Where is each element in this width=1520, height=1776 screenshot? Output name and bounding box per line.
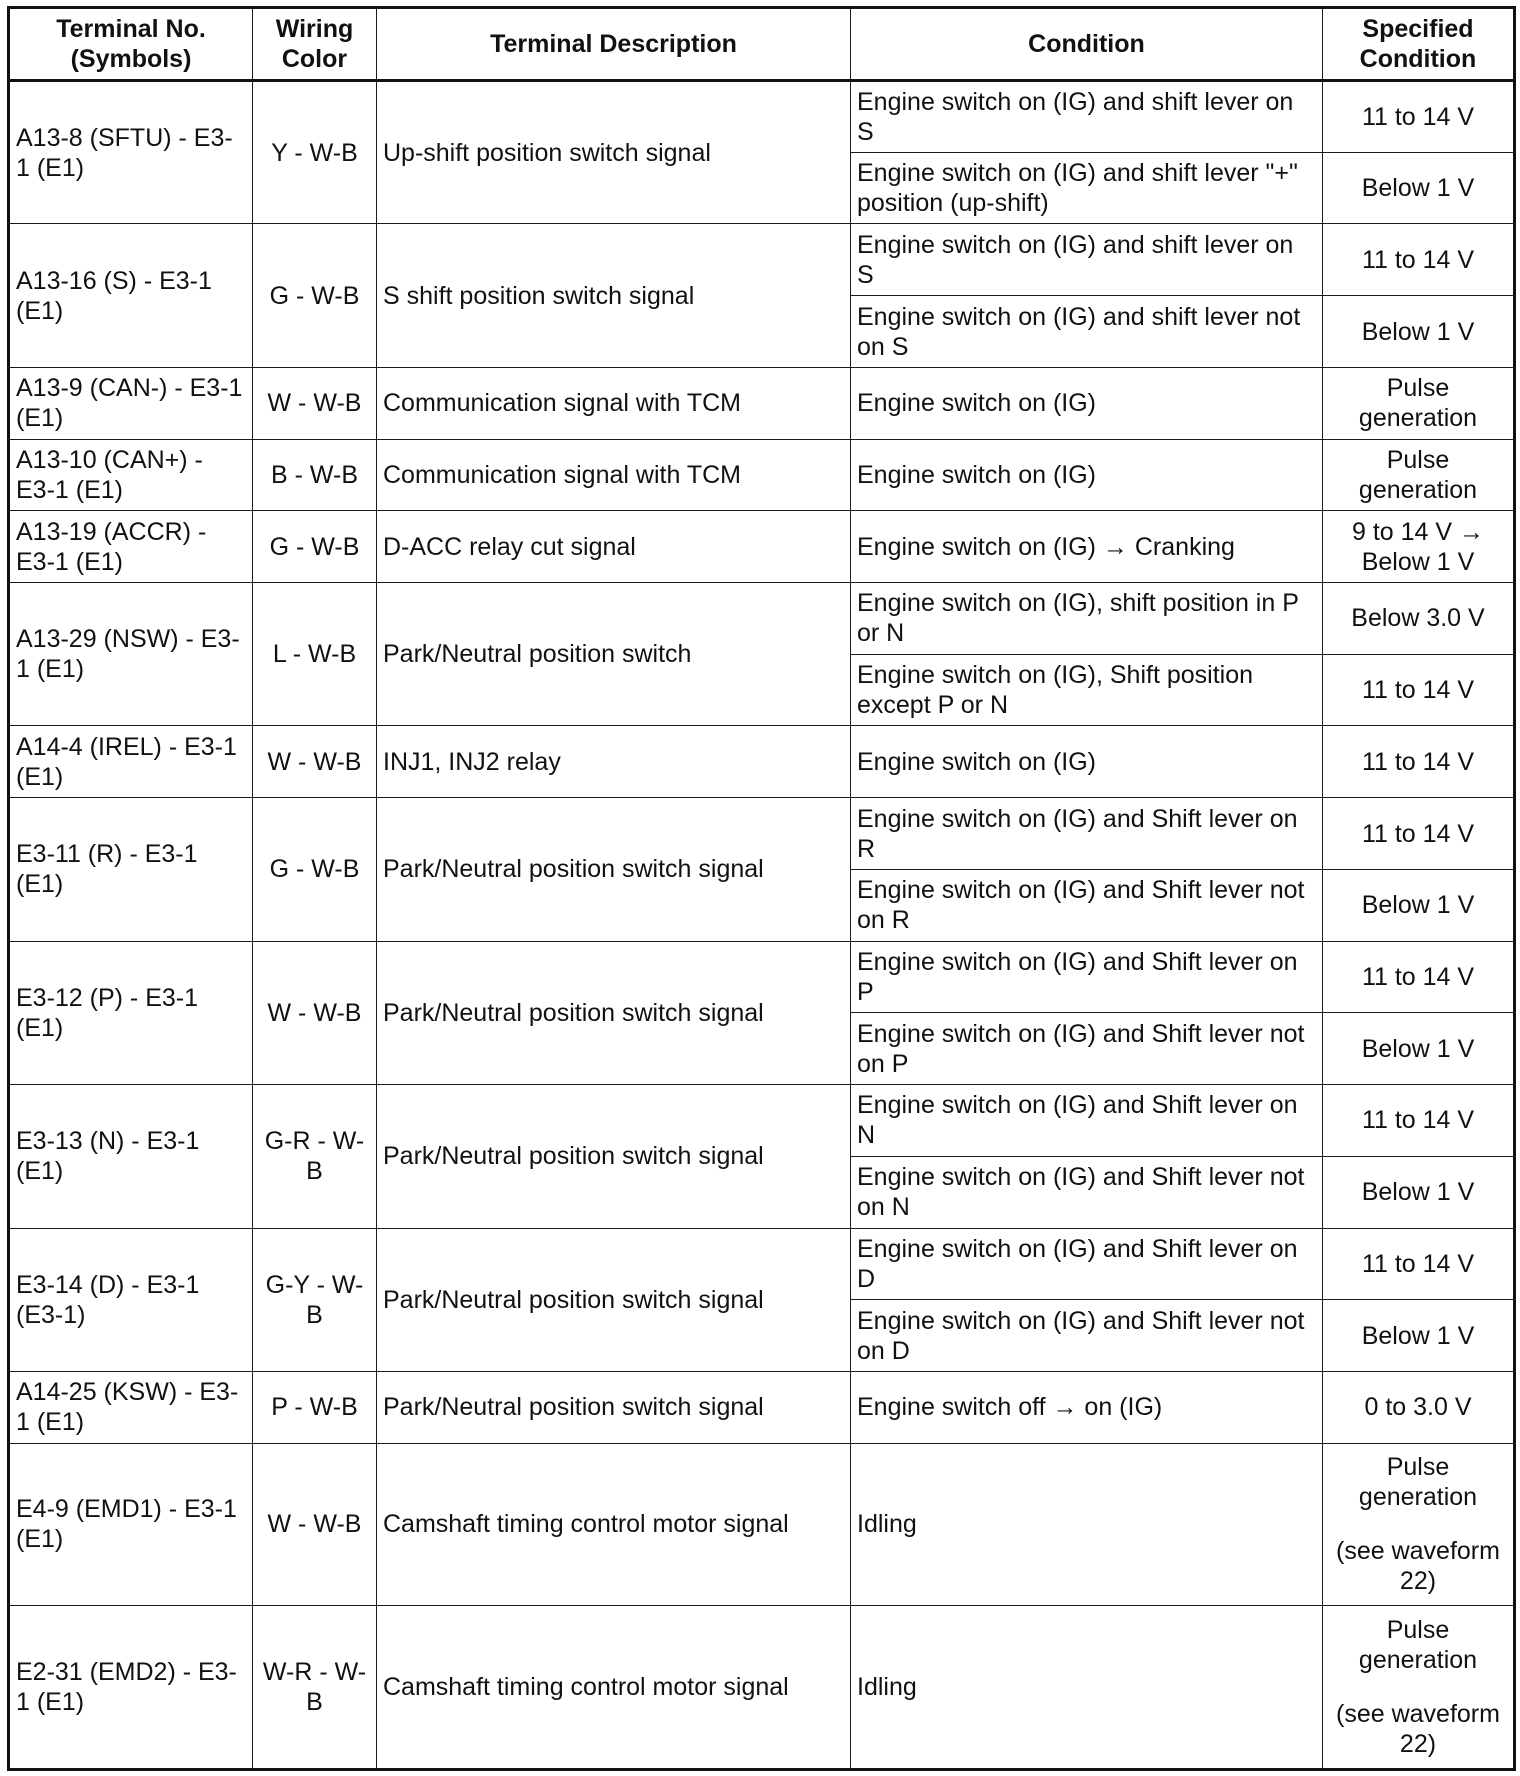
wiring-color-cell: Y - W-B xyxy=(253,81,377,224)
specified-condition-cell: 11 to 14 V xyxy=(1323,726,1515,798)
header-terminal-description: Terminal Description xyxy=(377,8,851,81)
condition-cell: Engine switch on (IG) xyxy=(851,726,1323,798)
specified-condition-cell: Below 1 V xyxy=(1323,1013,1515,1085)
condition-cell: Engine switch on (IG) and Shift lever not on R xyxy=(851,869,1323,941)
table-row xyxy=(9,941,1515,1013)
specified-condition-cell: 11 to 14 V xyxy=(1323,1228,1515,1300)
table-row xyxy=(9,1228,1515,1300)
condition-cell: Engine switch on (IG) and shift lever on S xyxy=(851,224,1323,296)
terminal-description-cell: Up-shift position switch signal xyxy=(377,81,851,224)
terminal-description-cell: Park/Neutral position switch signal xyxy=(377,798,851,941)
condition-cell: Engine switch on (IG) and Shift lever not on P xyxy=(851,1013,1323,1085)
specified-condition-cell: Below 1 V xyxy=(1323,1300,1515,1372)
terminal-cell: A14-25 (KSW) - E3-1 (E1) xyxy=(9,1371,253,1443)
wiring-color-cell: B - W-B xyxy=(253,439,377,511)
terminal-description-cell: Park/Neutral position switch signal xyxy=(377,1371,851,1443)
condition-cell: Engine switch on (IG) and Shift lever on R xyxy=(851,798,1323,870)
table-row xyxy=(9,511,1515,583)
condition-cell: Engine switch on (IG) xyxy=(851,439,1323,511)
header-row xyxy=(9,8,1515,81)
terminal-description-cell: Park/Neutral position switch xyxy=(377,583,851,726)
table-row xyxy=(9,224,1515,296)
specified-condition-cell: 11 to 14 V xyxy=(1323,654,1515,726)
condition-cell: Engine switch on (IG), Shift position except P or N xyxy=(851,654,1323,726)
table-row xyxy=(9,583,1515,655)
terminal-description-cell: S shift position switch signal xyxy=(377,224,851,367)
terminal-cell: A13-19 (ACCR) - E3-1 (E1) xyxy=(9,511,253,583)
table-row xyxy=(9,1443,1515,1606)
table-row xyxy=(9,439,1515,511)
terminal-description-cell: Park/Neutral position switch signal xyxy=(377,1085,851,1228)
condition-cell: Engine switch on (IG) and shift lever "+" position (up-shift) xyxy=(851,152,1323,224)
table-body xyxy=(9,81,1515,1770)
specified-condition-cell: Below 3.0 V xyxy=(1323,583,1515,655)
condition-cell: Engine switch on (IG) and Shift lever on P xyxy=(851,941,1323,1013)
header-terminal: Terminal No. (Symbols) xyxy=(9,8,253,81)
terminal-description-cell: Park/Neutral position switch signal xyxy=(377,1228,851,1371)
condition-cell: Engine switch on (IG) and shift lever on S xyxy=(851,81,1323,153)
specified-value: Pulse generation xyxy=(1358,1453,1478,1512)
condition-cell: Engine switch on (IG) and Shift lever on N xyxy=(851,1085,1323,1157)
header-condition: Condition xyxy=(851,8,1323,81)
specified-value: Pulse generation xyxy=(1358,1616,1478,1675)
terminal-description-cell: INJ1, INJ2 relay xyxy=(377,726,851,798)
terminal-description-cell: Park/Neutral position switch signal xyxy=(377,941,851,1084)
specified-note: (see waveform 22) xyxy=(1336,1700,1500,1759)
terminal-cell: A13-29 (NSW) - E3-1 (E1) xyxy=(9,583,253,726)
terminal-cell: E2-31 (EMD2) - E3-1 (E1) xyxy=(9,1606,253,1770)
condition-cell: Idling xyxy=(851,1606,1323,1770)
terminal-cell: A14-4 (IREL) - E3-1 (E1) xyxy=(9,726,253,798)
specified-condition-cell: Below 1 V xyxy=(1323,296,1515,368)
wiring-color-cell: W - W-B xyxy=(253,941,377,1084)
specified-condition-cell: 9 to 14 V → Below 1 V xyxy=(1323,511,1515,583)
specified-condition-cell: 11 to 14 V xyxy=(1323,224,1515,296)
terminal-description-cell: D-ACC relay cut signal xyxy=(377,511,851,583)
table-row xyxy=(9,726,1515,798)
terminal-cell: E4-9 (EMD1) - E3-1 (E1) xyxy=(9,1443,253,1606)
specified-condition-cell: Below 1 V xyxy=(1323,869,1515,941)
wiring-color-cell: W - W-B xyxy=(253,367,377,439)
wiring-color-cell: G - W-B xyxy=(253,511,377,583)
condition-cell: Engine switch on (IG) and Shift lever not on N xyxy=(851,1156,1323,1228)
specified-condition-cell: Below 1 V xyxy=(1323,152,1515,224)
table-row xyxy=(9,367,1515,439)
wiring-color-cell: G - W-B xyxy=(253,224,377,367)
specified-condition-cell: Pulse generation xyxy=(1323,439,1515,511)
condition-cell: Engine switch on (IG) and Shift lever on D xyxy=(851,1228,1323,1300)
condition-cell: Idling xyxy=(851,1443,1323,1606)
condition-cell: Engine switch off → on (IG) xyxy=(851,1371,1323,1443)
header-wiring-color: Wiring Color xyxy=(253,8,377,81)
terminal-description-cell: Communication signal with TCM xyxy=(377,439,851,511)
table-row xyxy=(9,1371,1515,1443)
table-row xyxy=(9,81,1515,153)
condition-cell: Engine switch on (IG), shift position in P or N xyxy=(851,583,1323,655)
table-row xyxy=(9,1606,1515,1770)
terminal-cell: E3-13 (N) - E3-1 (E1) xyxy=(9,1085,253,1228)
specified-condition-cell: 11 to 14 V xyxy=(1323,81,1515,153)
condition-cell: Engine switch on (IG) and Shift lever not on D xyxy=(851,1300,1323,1372)
specified-condition-cell xyxy=(1323,1443,1515,1606)
wiring-color-cell: W-R - W-B xyxy=(253,1606,377,1770)
condition-cell: Engine switch on (IG) → Cranking xyxy=(851,511,1323,583)
wiring-color-cell: P - W-B xyxy=(253,1371,377,1443)
specified-condition-cell: 11 to 14 V xyxy=(1323,1085,1515,1157)
terminal-cell: A13-9 (CAN-) - E3-1 (E1) xyxy=(9,367,253,439)
specified-condition-cell: Below 1 V xyxy=(1323,1156,1515,1228)
terminal-description-cell: Camshaft timing control motor signal xyxy=(377,1443,851,1606)
terminal-inspection-table xyxy=(7,6,1516,1771)
specified-condition-cell: 11 to 14 V xyxy=(1323,798,1515,870)
wiring-color-cell: G-R - W-B xyxy=(253,1085,377,1228)
wiring-color-cell: G-Y - W-B xyxy=(253,1228,377,1371)
terminal-cell: A13-8 (SFTU) - E3-1 (E1) xyxy=(9,81,253,224)
wiring-color-cell: W - W-B xyxy=(253,1443,377,1606)
condition-cell: Engine switch on (IG) and shift lever not on S xyxy=(851,296,1323,368)
table-row xyxy=(9,798,1515,870)
condition-cell: Engine switch on (IG) xyxy=(851,367,1323,439)
terminal-cell: E3-14 (D) - E3-1 (E3-1) xyxy=(9,1228,253,1371)
specified-note: (see waveform 22) xyxy=(1336,1537,1500,1596)
terminal-cell: A13-10 (CAN+) - E3-1 (E1) xyxy=(9,439,253,511)
terminal-cell: E3-11 (R) - E3-1 (E1) xyxy=(9,798,253,941)
wiring-color-cell: L - W-B xyxy=(253,583,377,726)
specified-condition-cell: Pulse generation xyxy=(1323,367,1515,439)
specified-condition-cell: 11 to 14 V xyxy=(1323,941,1515,1013)
wiring-color-cell: G - W-B xyxy=(253,798,377,941)
terminal-description-cell: Communication signal with TCM xyxy=(377,367,851,439)
table-row xyxy=(9,1085,1515,1157)
terminal-description-cell: Camshaft timing control motor signal xyxy=(377,1606,851,1770)
terminal-cell: A13-16 (S) - E3-1 (E1) xyxy=(9,224,253,367)
specified-condition-cell xyxy=(1323,1606,1515,1770)
header-specified-condition: Specified Condition xyxy=(1323,8,1515,81)
specified-condition-cell: 0 to 3.0 V xyxy=(1323,1371,1515,1443)
wiring-color-cell: W - W-B xyxy=(253,726,377,798)
terminal-cell: E3-12 (P) - E3-1 (E1) xyxy=(9,941,253,1084)
